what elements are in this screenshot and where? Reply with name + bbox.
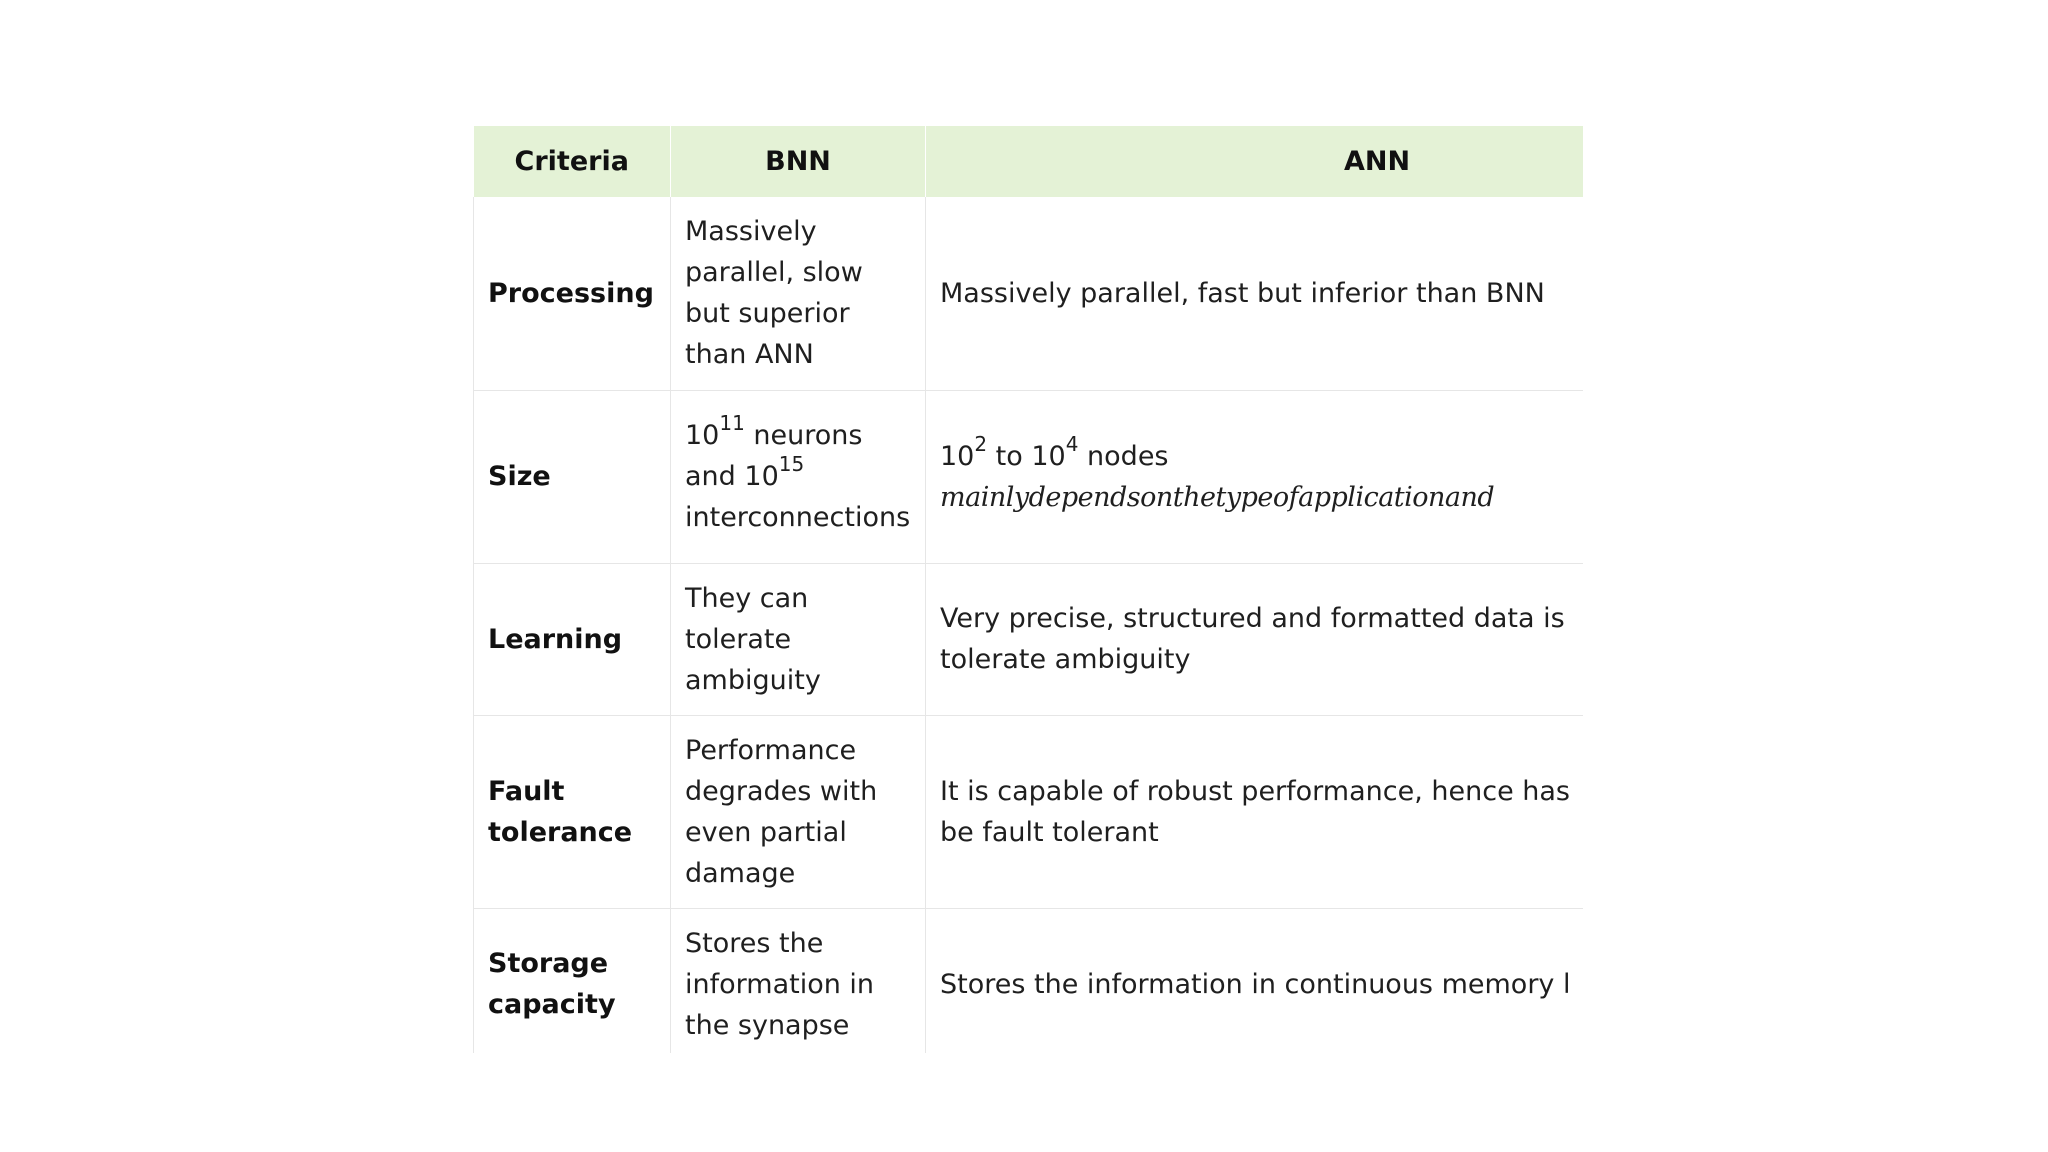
ann-exp1: 2 <box>974 431 988 456</box>
table-row <box>474 908 1584 1053</box>
table-row <box>474 563 1584 715</box>
header-bnn: BNN <box>671 126 926 197</box>
row-criteria: Learning <box>474 563 671 715</box>
ann-mid: to <box>987 440 1032 472</box>
ann-line: Stores the information in continuous memory l <box>940 968 1571 1000</box>
bnn-base1: 10 <box>685 420 720 451</box>
ann-base2: 10 <box>1031 440 1066 472</box>
row-ann <box>926 563 1584 715</box>
header-criteria: Criteria <box>474 126 671 197</box>
row-bnn: Stores the information in the synapse <box>671 908 926 1053</box>
ann-base1: 10 <box>940 440 975 472</box>
comparison-table-container <box>473 126 1583 1053</box>
ann-line <box>940 431 1583 477</box>
row-criteria: Processing <box>474 197 671 390</box>
row-ann <box>926 715 1584 908</box>
row-bnn: Performance degrades with even partial damage <box>671 715 926 908</box>
ann-line: Very precise, structured and formatted data is <box>940 603 1565 634</box>
table-header-row <box>474 126 1584 197</box>
row-ann <box>926 908 1584 1053</box>
bnn-exp2: 15 <box>778 452 805 476</box>
row-bnn: Massively parallel, slow but superior than ANN <box>671 197 926 390</box>
table-row <box>474 197 1584 390</box>
table-row <box>474 390 1584 563</box>
row-bnn <box>671 390 926 563</box>
bnn-mid: neurons and <box>685 420 863 492</box>
bnn-end: interconnections <box>685 502 911 533</box>
row-criteria: Storage capacity <box>474 908 671 1053</box>
ann-line: It is capable of robust performance, hence has <box>940 775 1570 807</box>
ann-line: Massively parallel, fast but inferior than BNN <box>940 277 1545 309</box>
ann-line: tolerate ambiguity <box>940 644 1191 675</box>
bnn-exp1: 11 <box>719 411 745 435</box>
header-ann: ANN <box>926 126 1584 197</box>
ann-end: nodes <box>1078 440 1169 472</box>
row-ann <box>926 197 1584 390</box>
ann-line: be fault tolerant <box>940 816 1159 848</box>
row-criteria: Fault tolerance <box>474 715 671 908</box>
ann-math-line: mainlydependsonthetypeofapplicationand <box>940 481 1495 513</box>
row-ann <box>926 390 1584 563</box>
table-row <box>474 715 1584 908</box>
row-criteria: Size <box>474 390 671 563</box>
row-bnn: They can tolerate ambiguity <box>671 563 926 715</box>
comparison-table <box>473 126 1583 1053</box>
bnn-base2: 10 <box>744 461 779 492</box>
ann-exp2: 4 <box>1065 431 1079 456</box>
